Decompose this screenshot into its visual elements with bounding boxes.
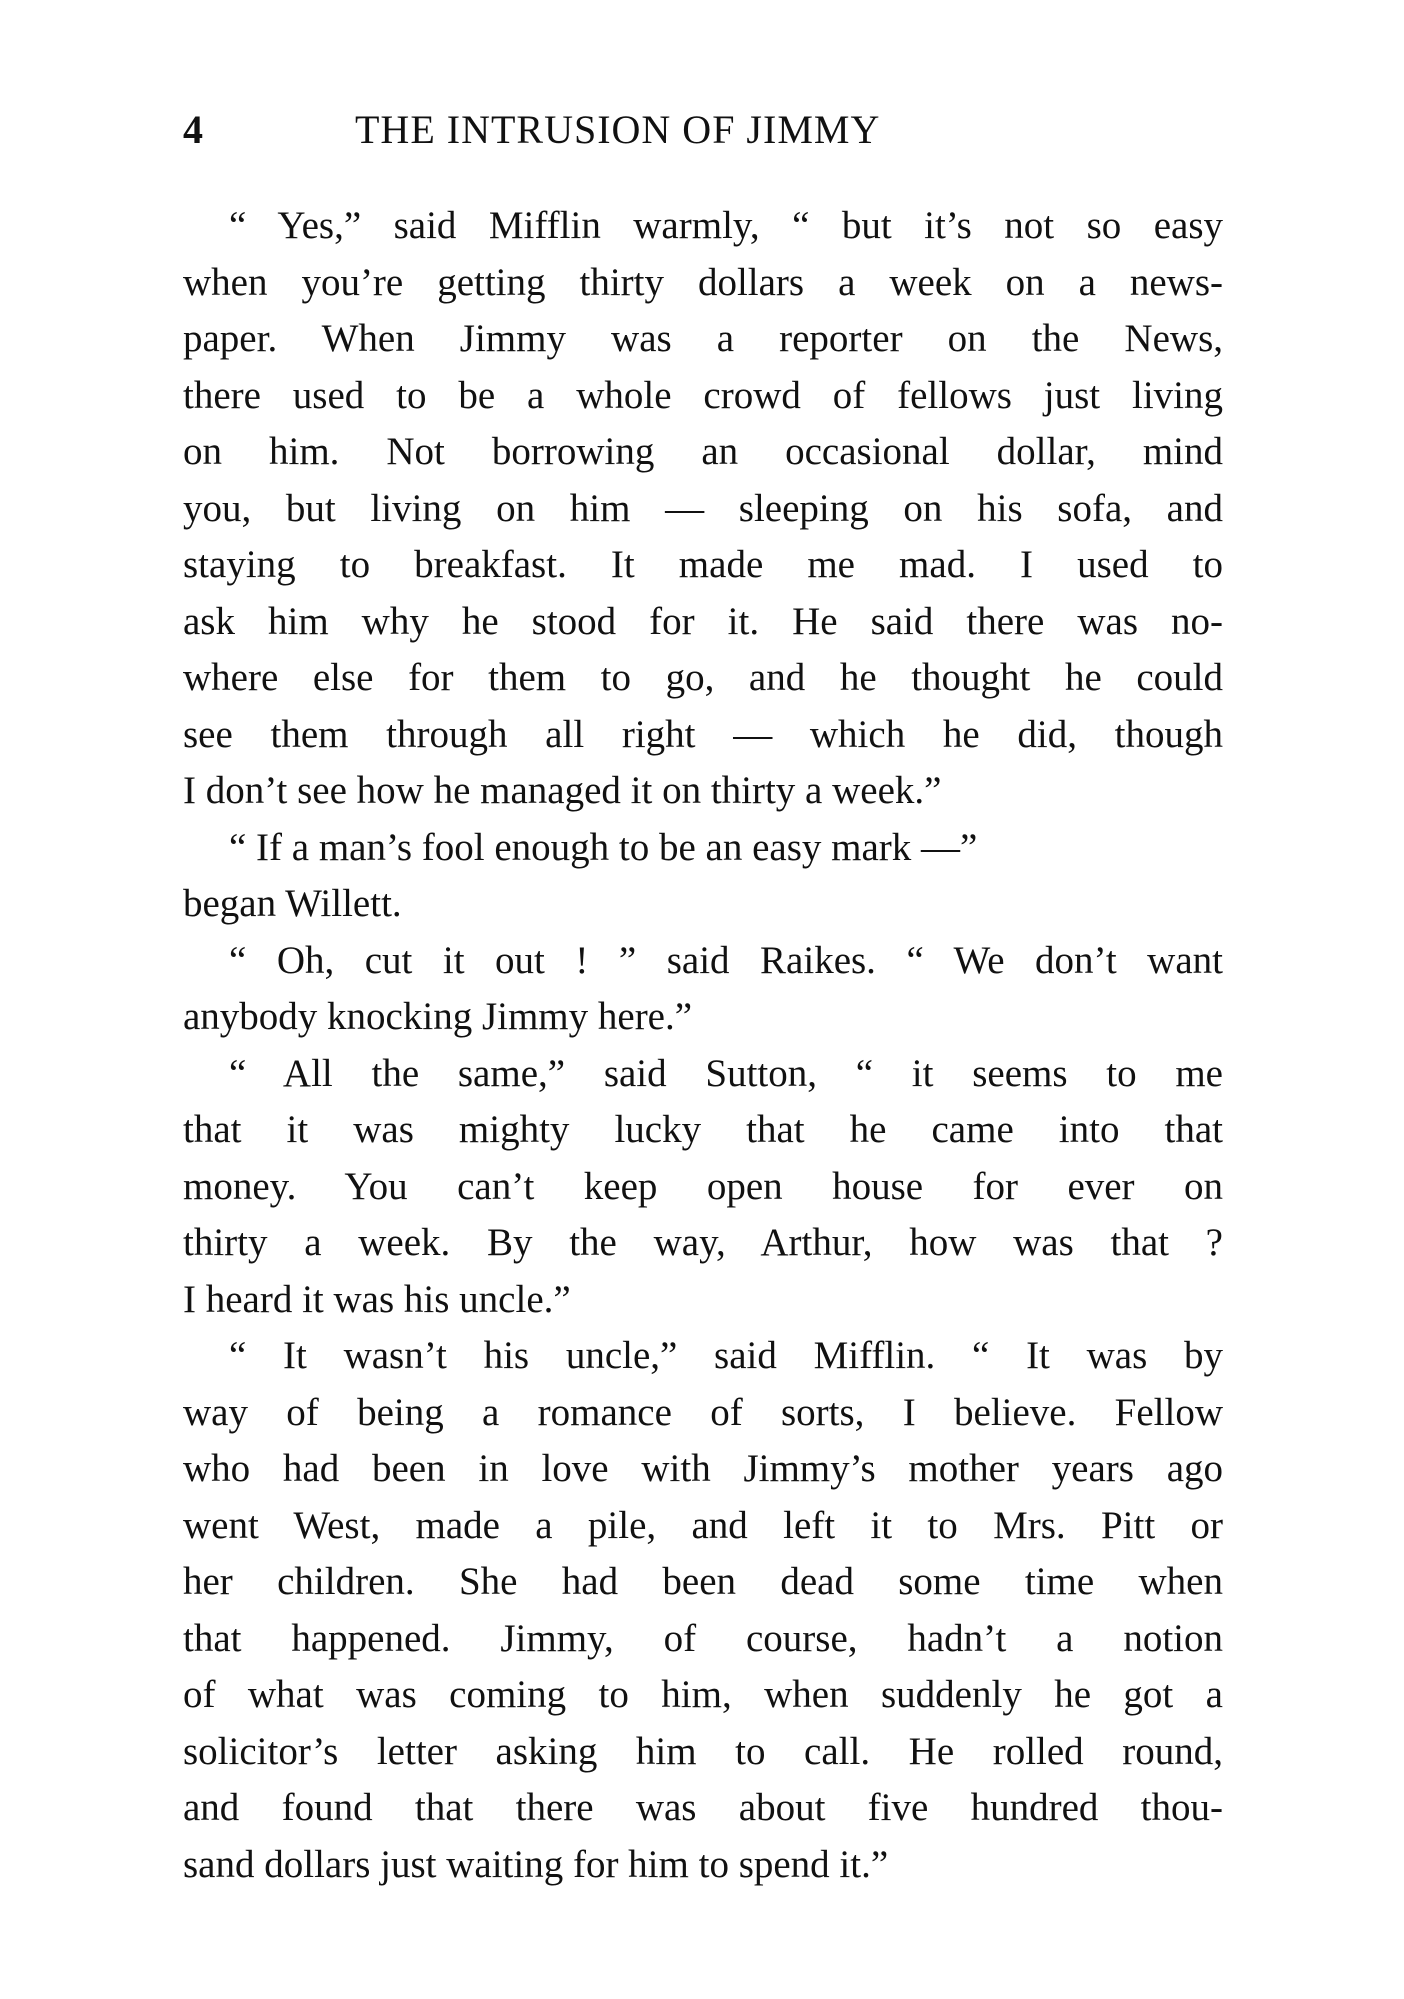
text-line: that it was mighty lucky that he came into that (183, 1108, 1223, 1151)
text-line: “ All the same,” said Sutton, “ it seems to me (229, 1051, 1223, 1095)
text-line: that happened. Jimmy, of course, hadn’t a notion (183, 1616, 1223, 1660)
text-line: “ If a man’s fool enough to be an easy mark —” (229, 825, 978, 869)
text-line: I don’t see how he managed it on thirty a week.” (183, 769, 942, 812)
text-line: “ Yes,” said Mifflin warmly, “ but it’s not so easy (229, 204, 1223, 247)
text-line: of what was coming to him, when suddenly he got a (183, 1673, 1223, 1716)
text-line: money. You can’t keep open house for ever on (183, 1164, 1223, 1208)
text-line: when you’re getting thirty dollars a week on a news- (183, 260, 1223, 304)
text-line: on him. Not borrowing an occasional dollar, mind (183, 430, 1223, 473)
text-line: sand dollars just waiting for him to spend it.” (183, 1842, 889, 1886)
text-line: where else for them to go, and he thought he could (183, 656, 1223, 699)
text-line: “ Oh, cut it out ! ” said Raikes. “ We don’t want (229, 938, 1223, 982)
text-line: went West, made a pile, and left it to Mrs. Pitt or (183, 1503, 1223, 1547)
page-number: 4 (183, 107, 203, 152)
text-line: you, but living on him — sleeping on his sofa, and (183, 486, 1223, 530)
text-line: I heard it was his uncle.” (183, 1277, 571, 1321)
body-text (183, 198, 1223, 1893)
page-header (183, 100, 1223, 160)
text-line: anybody knocking Jimmy here.” (183, 995, 693, 1038)
text-line: staying to breakfast. It made me mad. I used to (183, 543, 1223, 586)
text-line: who had been in love with Jimmy’s mother years ago (183, 1447, 1223, 1490)
text-line: see them through all right — which he did, though (183, 712, 1223, 756)
text-line: solicitor’s letter asking him to call. He rolled round, (183, 1729, 1223, 1773)
text-line: her children. She had been dead some time when (183, 1560, 1223, 1603)
text-line: way of being a romance of sorts, I believe. Fellow (183, 1390, 1223, 1434)
text-line: “ It wasn’t his uncle,” said Mifflin. “ It was by (229, 1334, 1223, 1377)
text-line: there used to be a whole crowd of fellows just living (183, 373, 1223, 417)
text-line: ask him why he stood for it. He said there was no- (183, 599, 1223, 643)
text-line: began Willett. (183, 882, 402, 925)
text-line: and found that there was about five hundred thou- (183, 1786, 1223, 1829)
running-title: THE INTRUSION OF JIMMY (355, 107, 881, 152)
text-line: thirty a week. By the way, Arthur, how was that ? (183, 1221, 1223, 1264)
text-line: paper. When Jimmy was a reporter on the News, (183, 317, 1223, 360)
